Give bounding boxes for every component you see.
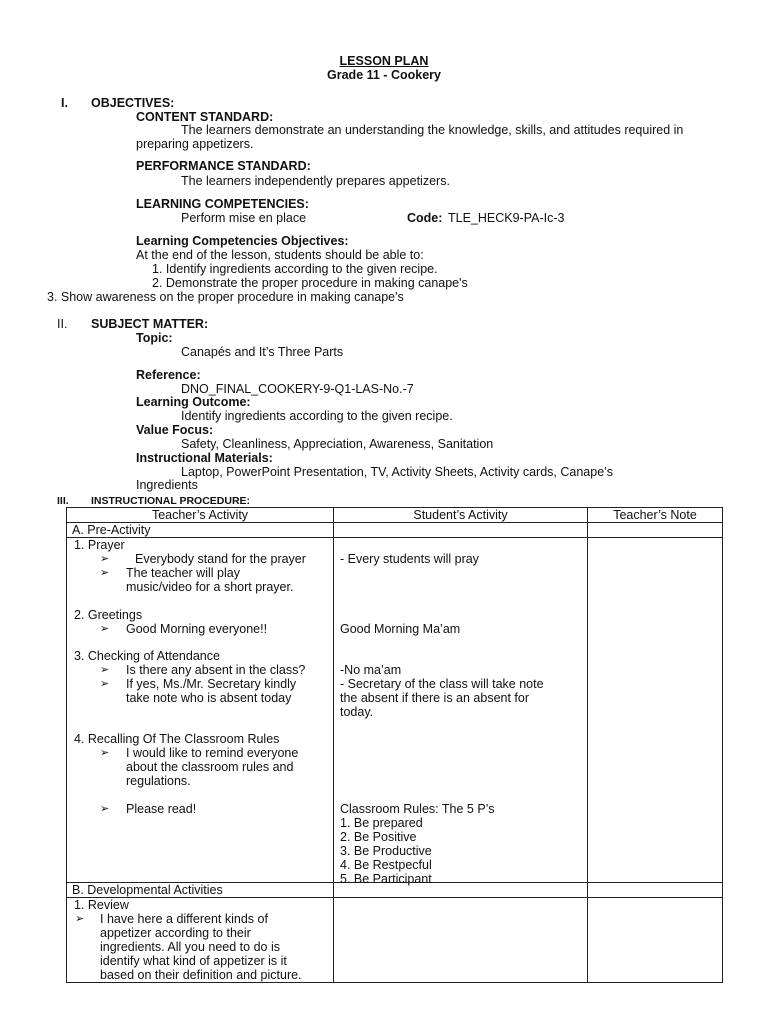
arrow-bullet-icon: ➢: [100, 803, 110, 815]
header-student-activity: Student’s Activity: [334, 508, 588, 523]
reference-text: DNO_FINAL_COOKERY-9-Q1-LAS-No.-7: [181, 382, 414, 396]
review-heading: 1. Review: [74, 898, 129, 912]
review-line1: I have here a different kinds of: [100, 912, 268, 926]
classroom-rule-item: 3. Be Productive: [340, 844, 432, 858]
topic-label: Topic:: [136, 331, 173, 345]
review-line3: ingredients. All you need to do is: [100, 940, 280, 954]
lc-item-1: 1. Identify ingredients according to the given recipe.: [152, 262, 438, 276]
code-value: TLE_HECK9-PA-Ic-3: [448, 211, 565, 225]
learning-outcome-text: Identify ingredients according to the given recipe.: [181, 409, 453, 423]
classroom-rule-item: 1. Be prepared: [340, 816, 423, 830]
rules-heading: 4. Recalling Of The Classroom Rules: [74, 732, 280, 746]
attendance-bullet-1: Is there any absent in the class?: [126, 663, 306, 677]
classroom-rule-item: 4. Be Restpecful: [340, 858, 432, 872]
objectives-heading: OBJECTIVES:: [91, 96, 175, 110]
attendance-heading: 3. Checking of Attendance: [74, 649, 220, 663]
pre-activity-label: A. Pre-Activity: [67, 523, 334, 538]
header-teacher-note: Teacher’s Note: [588, 508, 723, 523]
attendance-bullet-2-line2: take note who is absent today: [126, 691, 292, 705]
teacher-activity-cell: [67, 538, 334, 883]
page-subtitle: Grade 11 - Cookery: [327, 68, 441, 82]
review-cell: [67, 898, 334, 983]
student-attendance-1: -No ma’am: [340, 663, 402, 677]
arrow-bullet-icon: ➢: [75, 913, 85, 925]
page-title: LESSON PLAN: [339, 54, 429, 68]
student-pray: - Every students will pray: [340, 552, 479, 566]
arrow-bullet-icon: ➢: [100, 747, 110, 759]
content-standard-line1: The learners demonstrate an understanding the knowledge, skills, and attitudes required in: [181, 123, 684, 137]
classroom-rule-item: 2. Be Positive: [340, 830, 417, 844]
instructional-materials-line1: Laptop, PowerPoint Presentation, TV, Activity Sheets, Activity cards, Canape’s: [181, 465, 613, 479]
arrow-bullet-icon: ➢: [100, 678, 110, 690]
table-header-row: [67, 508, 723, 523]
prayer-bullet-2-line1: The teacher will play: [126, 566, 240, 580]
topic-text: Canapés and It’s Three Parts: [181, 345, 344, 359]
value-focus-text: Safety, Cleanliness, Appreciation, Awareness, Sanitation: [181, 437, 494, 451]
table-row-pre-activity: [67, 523, 723, 538]
lc-objectives-label: Learning Competencies Objectives:: [136, 234, 349, 248]
section-number-i: I.: [61, 96, 68, 110]
lc-objectives-intro: At the end of the lesson, students should be able to:: [136, 248, 424, 262]
arrow-bullet-icon: ➢: [100, 567, 110, 579]
section-number-ii: II.: [57, 317, 68, 331]
code-label: Code:: [407, 211, 443, 225]
student-greet: Good Morning Ma’am: [340, 622, 461, 636]
arrow-bullet-icon: ➢: [100, 623, 110, 635]
content-standard-label: CONTENT STANDARD:: [136, 110, 274, 124]
teacher-note-cell: [588, 538, 723, 883]
procedure-table: [66, 507, 723, 983]
classroom-rules-title: Classroom Rules: The 5 P’s: [340, 802, 495, 816]
rules-bullet-1-line3: regulations.: [126, 774, 191, 788]
rules-bullet-2: Please read!: [126, 802, 197, 816]
attendance-bullet-2-line1: If yes, Ms./Mr. Secretary kindly: [126, 677, 297, 691]
procedure-heading: INSTRUCTIONAL PROCEDURE:: [91, 495, 251, 507]
performance-standard-label: PERFORMANCE STANDARD:: [136, 159, 311, 173]
section-number-iii: III.: [57, 495, 69, 507]
review-line5: based on their definition and picture.: [100, 968, 302, 982]
student-attendance-2-line1: - Secretary of the class will take note: [340, 677, 544, 691]
table-row-review: [67, 898, 723, 983]
rules-bullet-1-line1: I would like to remind everyone: [126, 746, 299, 760]
learning-competencies-text: Perform mise en place: [181, 211, 307, 225]
header-teacher-activity: Teacher’s Activity: [67, 508, 334, 523]
student-attendance-2-line3: today.: [340, 705, 374, 719]
student-activity-cell: [334, 538, 588, 886]
arrow-bullet-icon: ➢: [100, 664, 110, 676]
prayer-bullet-1: Everybody stand for the prayer: [135, 552, 306, 566]
table-row-pre-activity-body: [67, 538, 723, 883]
value-focus-label: Value Focus:: [136, 423, 214, 437]
content-standard-line2: preparing appetizers.: [136, 137, 254, 151]
student-attendance-2-line2: the absent if there is an absent for: [340, 691, 530, 705]
arrow-bullet-icon: ➢: [100, 553, 110, 565]
reference-label: Reference:: [136, 368, 201, 382]
lc-item-2: 2. Demonstrate the proper procedure in making canape's: [152, 276, 468, 290]
instructional-materials-line2: Ingredients: [136, 478, 198, 492]
prayer-heading: 1. Prayer: [74, 538, 125, 552]
greetings-bullet-1: Good Morning everyone!!: [126, 622, 268, 636]
learning-competencies-label: LEARNING COMPETENCIES:: [136, 197, 309, 211]
subject-matter-heading: SUBJECT MATTER:: [91, 317, 209, 331]
developmental-label: B. Developmental Activities: [67, 883, 334, 898]
prayer-bullet-2-line2: music/video for a short prayer.: [126, 580, 294, 594]
review-line2: appetizer according to their: [100, 926, 251, 940]
greetings-heading: 2. Greetings: [74, 608, 143, 622]
review-line4: identify what kind of appetizer is it: [100, 954, 287, 968]
lc-item-3: 3. Show awareness on the proper procedure in making canape's: [47, 290, 404, 304]
classroom-rule-item: 5. Be Participant: [340, 872, 432, 886]
performance-standard-text: The learners independently prepares appetizers.: [181, 174, 450, 188]
learning-outcome-label: Learning Outcome:: [136, 395, 251, 409]
instructional-materials-label: Instructional Materials:: [136, 451, 273, 465]
rules-bullet-1-line2: about the classroom rules and: [126, 760, 294, 774]
